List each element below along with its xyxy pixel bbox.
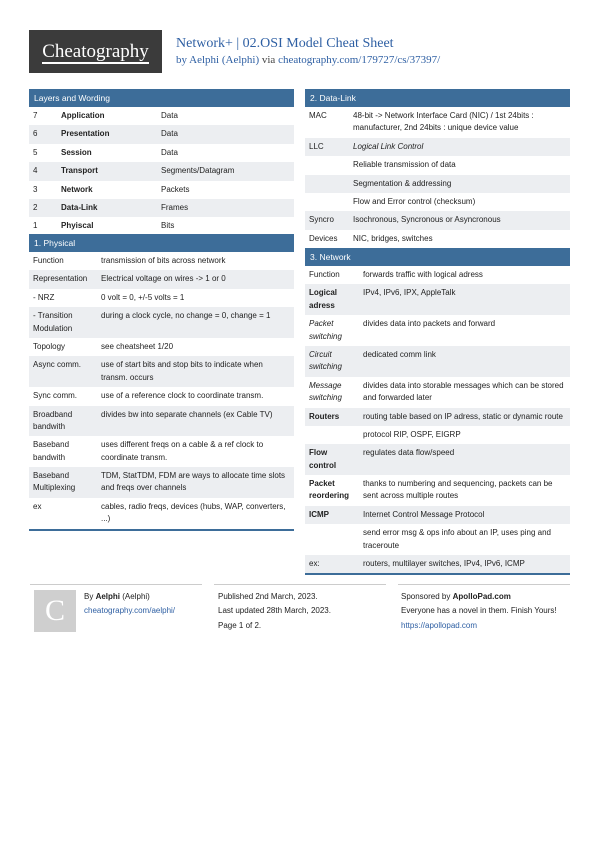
definition: use of start bits and stop bits to indicate when transm. occurs bbox=[97, 356, 294, 387]
network-section bbox=[305, 248, 570, 575]
table-row bbox=[305, 506, 570, 524]
footer-divider bbox=[30, 584, 202, 585]
physical-table bbox=[29, 252, 294, 529]
layer-name: Presentation bbox=[57, 125, 157, 143]
layer-number: 4 bbox=[29, 162, 57, 180]
table-row bbox=[305, 315, 570, 346]
term: Packet switching bbox=[309, 319, 342, 341]
term: ICMP bbox=[305, 506, 359, 524]
definition: Electrical voltage on wires -> 1 or 0 bbox=[97, 270, 294, 288]
section-header: 1. Physical bbox=[29, 234, 294, 252]
layer-wording: Frames bbox=[157, 199, 294, 217]
section-header: 2. Data-Link bbox=[305, 89, 570, 107]
table-row bbox=[29, 289, 294, 307]
term: Topology bbox=[33, 341, 66, 351]
layer-name: Session bbox=[61, 147, 92, 157]
layer-wording: Segments/Datagram bbox=[157, 162, 294, 180]
definition: NIC, bridges, switches bbox=[353, 233, 433, 243]
table-row bbox=[29, 125, 294, 143]
term: Function bbox=[309, 270, 340, 279]
sheet-url-link[interactable]: cheatography.com/179727/cs/37397/ bbox=[278, 54, 441, 66]
footer-by: By bbox=[84, 592, 94, 601]
byline bbox=[176, 54, 440, 66]
term: Sync comm. bbox=[33, 391, 78, 401]
table-row bbox=[305, 284, 570, 315]
table-row bbox=[305, 211, 570, 229]
layer-wording: Bits bbox=[161, 221, 175, 231]
term: - NRZ bbox=[33, 292, 55, 302]
definition: see cheatsheet 1/20 bbox=[101, 341, 174, 351]
layer-name: Phyiscal bbox=[61, 221, 94, 231]
table-row bbox=[29, 307, 294, 338]
footer-author-full: (Aelphi) bbox=[122, 592, 150, 601]
layer-name: Data-Link bbox=[57, 199, 157, 217]
footer-author bbox=[84, 590, 175, 619]
table-row bbox=[29, 338, 294, 356]
definition: Internet Control Message Protocol bbox=[359, 506, 570, 524]
term: Representation bbox=[29, 270, 97, 288]
table-row bbox=[305, 475, 570, 506]
definition: send error msg & ops info about an IP, uses ping and traceroute bbox=[363, 528, 551, 550]
term bbox=[305, 426, 359, 444]
layer-name: Transport bbox=[57, 162, 157, 180]
layer-number: 3 bbox=[33, 184, 38, 194]
layer-wording: Data bbox=[161, 111, 178, 120]
term: - Transition Modulation bbox=[29, 307, 97, 338]
definition: IPv4, IPv6, IPX, AppleTalk bbox=[359, 284, 570, 315]
definition: divides data into storable messages which can be stored and forwarded later bbox=[363, 380, 564, 403]
table-row bbox=[29, 252, 294, 270]
section-rule bbox=[29, 529, 294, 531]
layer-number: 6 bbox=[29, 125, 57, 143]
term: LLC bbox=[305, 138, 349, 156]
updated-date: Last updated 28th March, 2023. bbox=[218, 606, 331, 616]
term bbox=[305, 524, 359, 555]
definition: 0 volt = 0, +/-5 volts = 1 bbox=[101, 292, 185, 302]
table-row bbox=[29, 162, 294, 180]
term: Async comm. bbox=[29, 356, 97, 387]
sponsor-text: Everyone has a novel in them. Finish Yours! bbox=[401, 606, 557, 616]
table-row bbox=[305, 555, 570, 573]
layer-wording: Data bbox=[161, 147, 178, 157]
term bbox=[305, 175, 349, 193]
byline-by: by bbox=[176, 54, 187, 66]
definition: Segmentation & addressing bbox=[349, 175, 570, 193]
table-row bbox=[305, 524, 570, 555]
page-title: Network+ | 02.OSI Model Cheat Sheet bbox=[176, 36, 394, 51]
definition: use of a reference clock to coordinate transm. bbox=[101, 391, 264, 401]
author-link[interactable]: Aelphi (Aelphi) bbox=[189, 54, 260, 66]
layer-number: 1 bbox=[33, 221, 38, 231]
network-table bbox=[305, 266, 570, 573]
table-row bbox=[29, 181, 294, 199]
layer-number: 5 bbox=[33, 147, 38, 157]
physical-section bbox=[29, 234, 294, 531]
table-row bbox=[305, 107, 570, 138]
term: Devices bbox=[309, 233, 338, 243]
table-row bbox=[29, 406, 294, 437]
term: MAC bbox=[309, 111, 327, 120]
layer-wording: Packets bbox=[161, 184, 190, 194]
definition: TDM, StatTDM, FDM are ways to allocate time slots and freqs over channels bbox=[97, 467, 294, 498]
footer-author-url[interactable]: cheatography.com/aelphi/ bbox=[84, 606, 176, 616]
term: Logical adress bbox=[305, 284, 359, 315]
definition: divides data into packets and forward bbox=[363, 319, 496, 329]
sponsor-name[interactable]: ApolloPad.com bbox=[452, 592, 511, 601]
definition: thanks to numbering and sequencing, packets can be sent across multiple routes bbox=[363, 479, 553, 501]
term bbox=[305, 193, 349, 211]
footer-divider bbox=[214, 584, 386, 585]
table-row bbox=[305, 175, 570, 193]
definition: cables, radio freqs, devices (hubs, WAP, converters, ...) bbox=[101, 501, 286, 524]
term: Function bbox=[33, 256, 64, 265]
table-row bbox=[29, 217, 294, 235]
table-row bbox=[29, 270, 294, 288]
table-row bbox=[29, 107, 294, 125]
table-row bbox=[305, 193, 570, 211]
definition: transmission of bits across network bbox=[101, 256, 226, 265]
table-row bbox=[305, 138, 570, 156]
definition: Logical Link Control bbox=[349, 138, 570, 156]
layers-section bbox=[29, 89, 294, 238]
table-row bbox=[29, 436, 294, 467]
footer-sponsor bbox=[401, 590, 571, 633]
term: Circuit switching bbox=[305, 346, 359, 377]
section-header: Layers and Wording bbox=[29, 89, 294, 107]
layers-table bbox=[29, 107, 294, 236]
published-date: Published 2nd March, 2023. bbox=[218, 592, 318, 601]
sponsor-label: Sponsored by bbox=[401, 592, 451, 601]
definition: Isochronous, Syncronous or Asyncronous bbox=[349, 211, 570, 229]
datalink-section bbox=[305, 89, 570, 250]
table-row bbox=[305, 156, 570, 174]
page-number: Page 1 of 2. bbox=[218, 620, 262, 630]
definition: protocol RIP, OSPF, EIGRP bbox=[363, 429, 461, 439]
layer-name: Application bbox=[61, 111, 105, 120]
definition: during a clock cycle, no change = 0, change = 1 bbox=[97, 307, 294, 338]
cheatography-c-icon: C bbox=[34, 590, 76, 632]
table-row bbox=[305, 377, 570, 408]
term: Baseband Multiplexing bbox=[29, 467, 97, 498]
definition: uses different freqs on a cable & a ref clock to coordinate transm. bbox=[101, 440, 264, 462]
table-row bbox=[29, 498, 294, 529]
table-row bbox=[29, 144, 294, 162]
definition: routers, multilayer switches, IPv4, IPv6, ICMP bbox=[359, 555, 570, 573]
datalink-table bbox=[305, 107, 570, 248]
footer-dates bbox=[218, 590, 331, 633]
layer-number: 2 bbox=[29, 199, 57, 217]
term: Flow control bbox=[305, 444, 359, 475]
definition: Reliable transmission of data bbox=[353, 160, 456, 170]
term bbox=[305, 156, 349, 174]
term: Message switching bbox=[309, 380, 342, 403]
table-row bbox=[305, 426, 570, 444]
table-row bbox=[29, 356, 294, 387]
table-row bbox=[29, 199, 294, 217]
table-row bbox=[29, 387, 294, 405]
definition: forwards traffic with logical adress bbox=[363, 270, 483, 279]
definition: dedicated comm link bbox=[359, 346, 570, 377]
term: Broadband bandwith bbox=[29, 406, 97, 437]
section-header: 3. Network bbox=[305, 248, 570, 266]
layer-name: Network bbox=[61, 184, 93, 194]
term: Baseband bandwith bbox=[33, 440, 70, 462]
definition: 48-bit -> Network Interface Card (NIC) / 1st 24bits : manufacturer, 2nd 24bits : unique device value bbox=[353, 111, 534, 133]
table-row bbox=[305, 346, 570, 377]
footer-author-name[interactable]: Aelphi bbox=[95, 592, 121, 601]
term: ex bbox=[33, 501, 42, 511]
sponsor-url[interactable]: https://apollopad.com bbox=[401, 620, 478, 630]
footer-divider bbox=[398, 584, 570, 585]
table-row bbox=[29, 467, 294, 498]
section-rule bbox=[305, 573, 570, 575]
table-row bbox=[305, 444, 570, 475]
definition: Flow and Error control (checksum) bbox=[353, 196, 476, 206]
layer-wording: Data bbox=[157, 125, 294, 143]
term: ex: bbox=[305, 555, 359, 573]
cheatography-logo[interactable]: Cheatography bbox=[29, 30, 162, 73]
table-row bbox=[305, 230, 570, 248]
definition: divides bw into separate channels (ex Cable TV) bbox=[97, 406, 294, 437]
term: Syncro bbox=[305, 211, 349, 229]
table-row bbox=[305, 266, 570, 284]
definition: regulates data flow/speed bbox=[359, 444, 570, 475]
term: Packet reordering bbox=[309, 479, 350, 501]
table-row bbox=[305, 408, 570, 426]
layer-number: 7 bbox=[33, 111, 38, 120]
definition: routing table based on IP adress, static or dynamic route bbox=[359, 408, 570, 426]
term: Routers bbox=[305, 408, 359, 426]
byline-via: via bbox=[261, 54, 276, 66]
